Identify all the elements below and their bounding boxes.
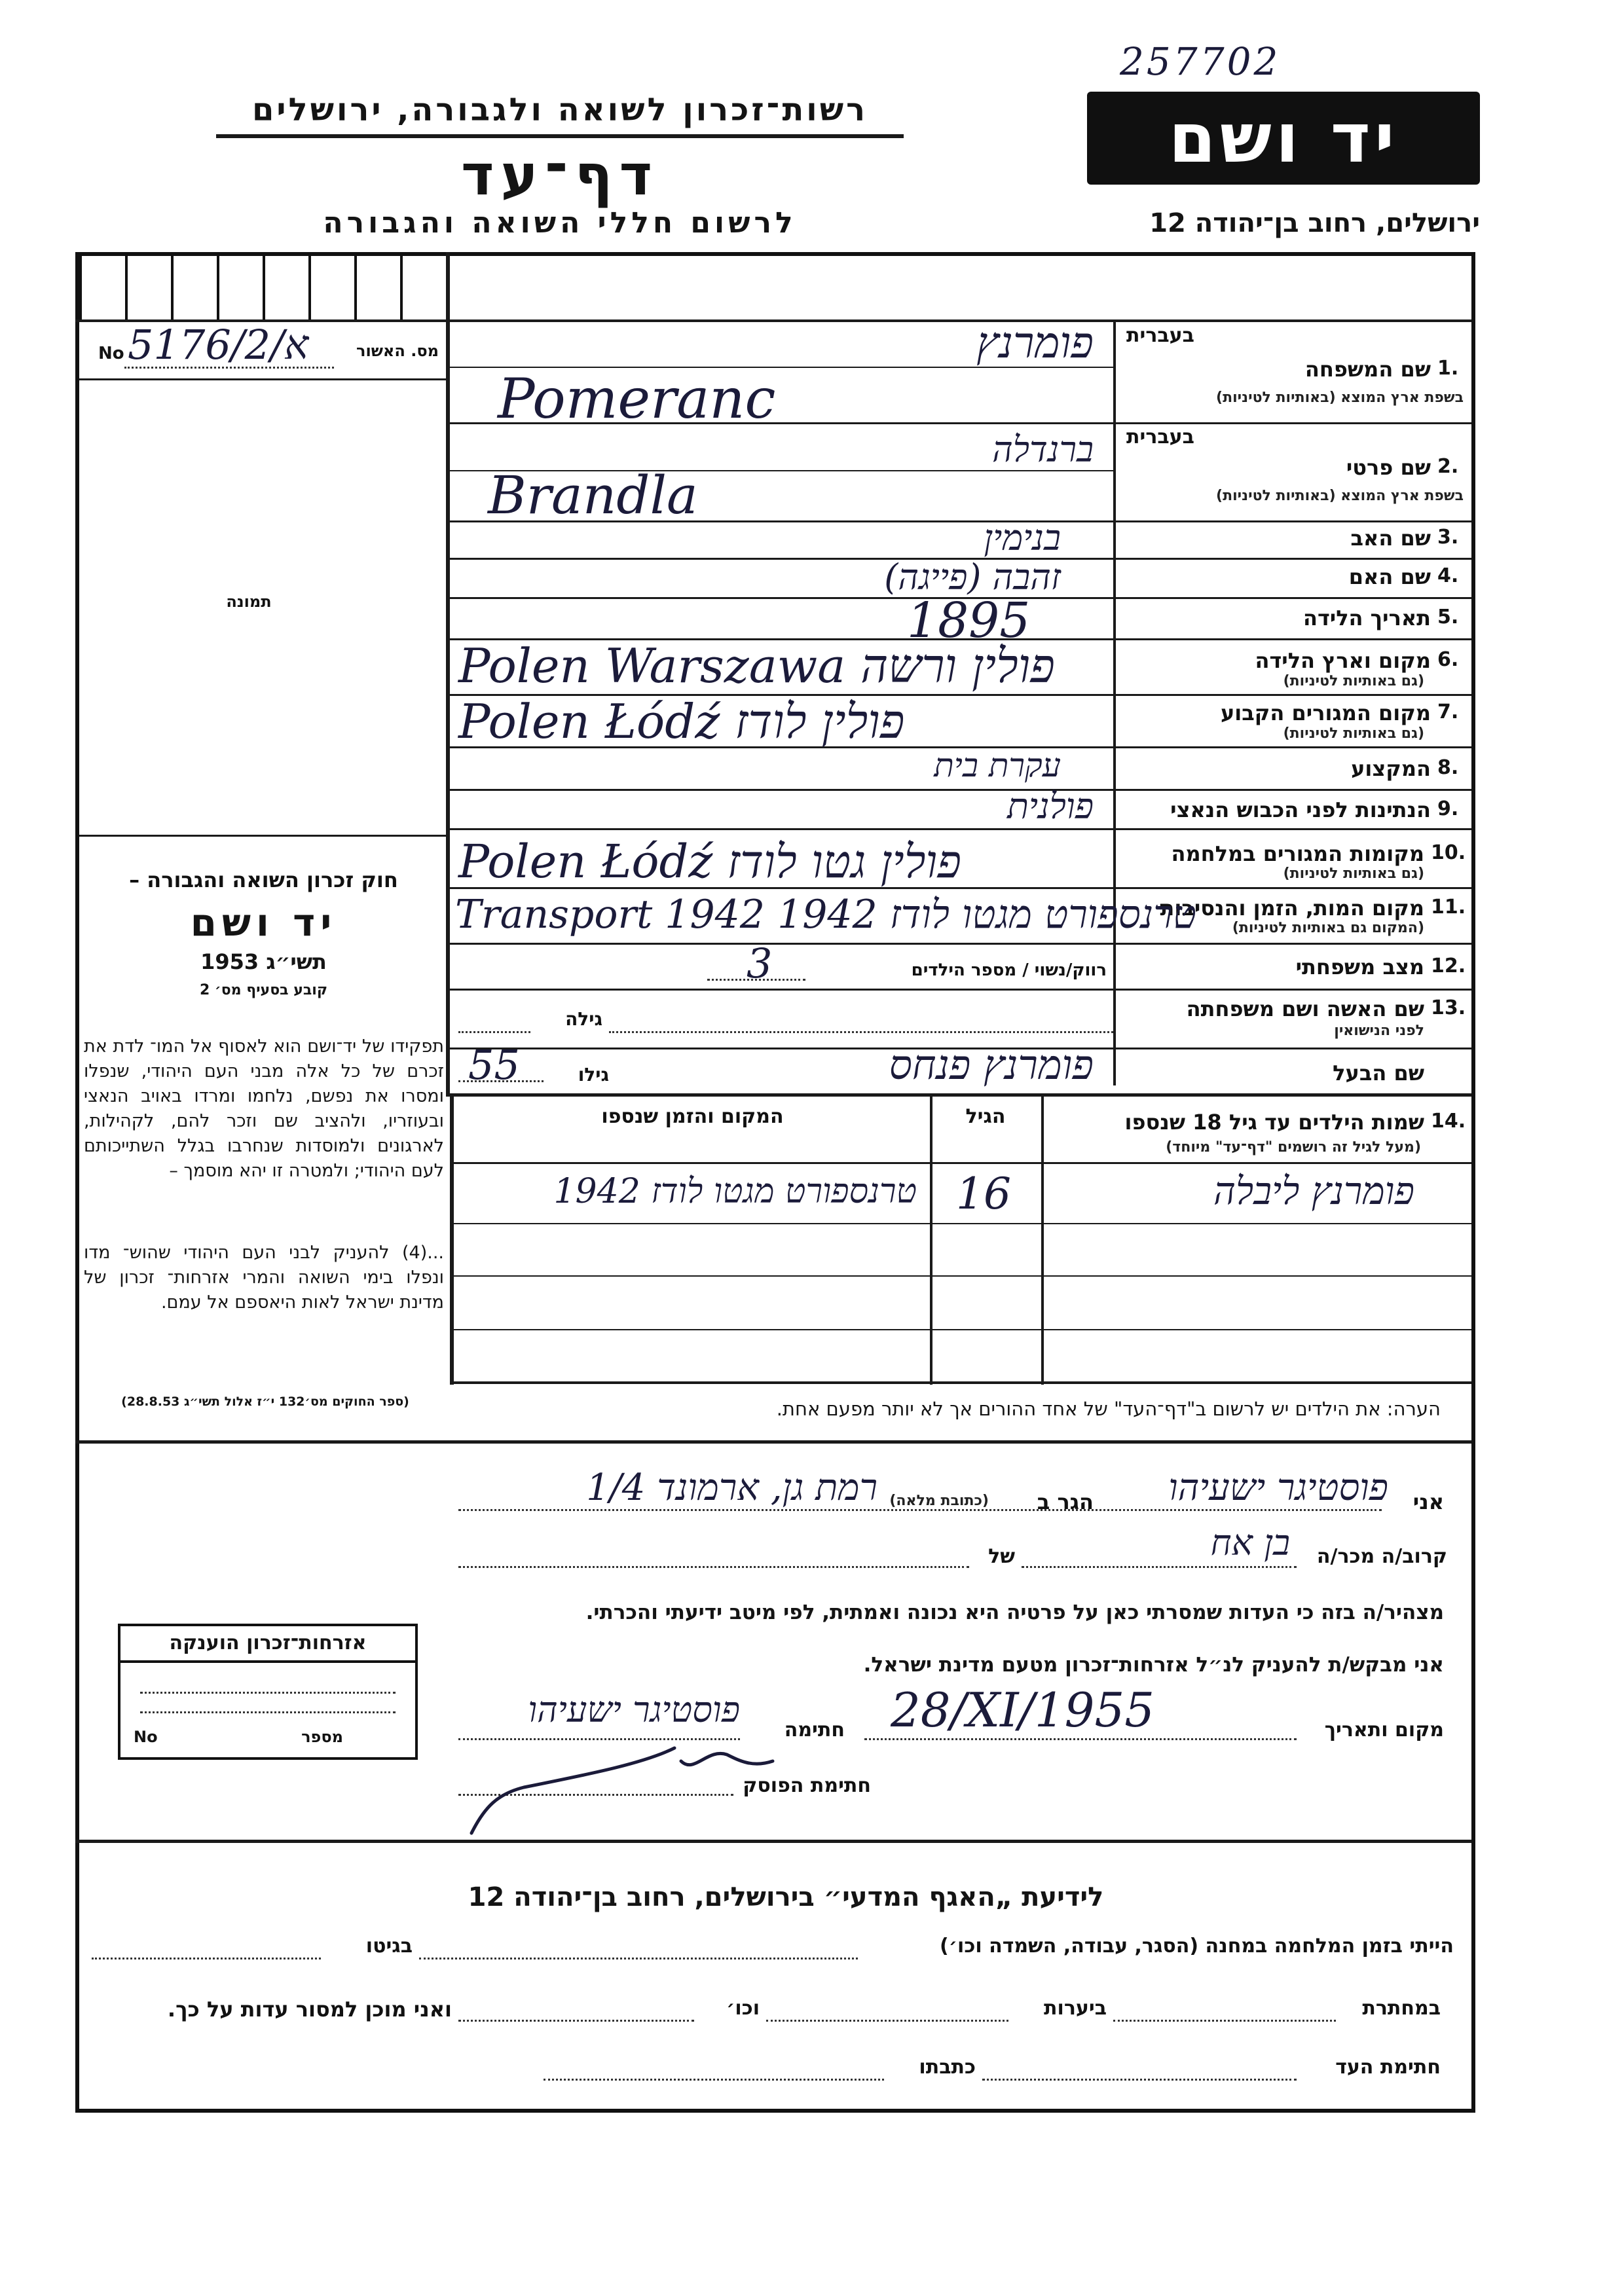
- decl-clerk-label: חתימת הפוסק: [743, 1774, 871, 1797]
- photo-label: תמונה: [226, 592, 272, 611]
- decl-line-2a: [458, 1566, 969, 1568]
- field-7-sub: (גם באותיות לטיניות): [1283, 725, 1424, 742]
- field-9-label: הנתינות לפני הכבוש הנאצי: [1170, 797, 1431, 822]
- footer-rule: [75, 1840, 1471, 1843]
- decl-date-line: [864, 1738, 1297, 1740]
- authority-name: רשות־זכרון לשואה ולגבורה, ירושלים: [251, 92, 868, 128]
- field-13-num: 13.: [1431, 996, 1466, 1019]
- field-4-label: שם האם: [1348, 564, 1431, 589]
- field-8-num: 8.: [1437, 756, 1459, 779]
- wife-age-label: גילה: [565, 1008, 602, 1030]
- logo-text: יד ושם: [1168, 98, 1399, 178]
- field-5-value: 1895: [907, 592, 1031, 649]
- citizenship-no: No: [134, 1728, 158, 1746]
- law-title: חוק זכרון השואה והגבורה –: [129, 867, 398, 892]
- field-6-num: 6.: [1437, 648, 1459, 671]
- field-8-label: המקצוע: [1351, 756, 1431, 781]
- field-10-num: 10.: [1431, 841, 1466, 864]
- field-7-label: מקום המגורים הקבוע: [1220, 701, 1431, 725]
- decl-name: פוסטיגר ישעיהו: [1168, 1467, 1388, 1509]
- form-subtitle: לרשום חללי השואה והגבורה: [323, 206, 797, 240]
- approval-line: [124, 367, 334, 369]
- footer-line2-c: וכו׳: [726, 1997, 760, 2020]
- field-11-num: 11.: [1431, 896, 1466, 919]
- field-13-label: שם האשה ושם משפחתה: [1186, 996, 1424, 1021]
- law-section: קובע בסעיף מס׳ 2: [199, 982, 328, 998]
- footer-title: לידיעת „האגף המדעי״ בירושלים, רחוב בן־יהודה 12: [468, 1882, 1104, 1912]
- husband-age: 55: [468, 1041, 520, 1089]
- husband-rule: [450, 1093, 1471, 1097]
- decl-resident-label: הגר ב: [1037, 1489, 1094, 1514]
- footer-line3-b: כתבתו: [919, 2056, 976, 2079]
- field-2-hebrew-tag: בעברית: [1126, 426, 1194, 448]
- wife-age-line: [458, 1031, 530, 1033]
- citizenship-title: אזרחות־זכרון הוענקה: [120, 1626, 415, 1663]
- field-11-sub: (המקום גם באותיות לטיניות): [1232, 920, 1424, 936]
- law-citation: (ספר החוקים מס׳132 י״ז אלול תשי״ג 28.8.53): [121, 1394, 409, 1409]
- note: הערה: את הילדים יש לרשום ב"דף־העד" של אחד ההורים אך לא יותר מפעם אחת.: [776, 1398, 1441, 1420]
- footer-line2-a: במחתרת: [1362, 1997, 1441, 2020]
- field-5-label: תאריך הלידה: [1302, 606, 1431, 630]
- archive-number: 257702: [1120, 39, 1281, 84]
- footer-line1-dots: [419, 1958, 858, 1959]
- decl-signature-label: חתימה: [784, 1719, 845, 1741]
- law-text-2: ...(4) להעניק לבני העם היהודי שהוש־ מדו ונפלו בימי השואה והמרי אזרחות־ זכרון של מדינת ישראל לאות היאספם אל עמם.: [84, 1243, 444, 1313]
- approval-rule: [79, 378, 446, 380]
- children-col-rule-2: [1041, 1097, 1044, 1385]
- citizenship-number-label: מספר: [301, 1728, 343, 1746]
- field-1-value-he: פומרנץ: [976, 318, 1094, 368]
- field-12-num: 12.: [1431, 955, 1466, 977]
- footer-line3-dots-b: [544, 2079, 884, 2081]
- husband-value: פומרנץ פנחס: [889, 1041, 1094, 1089]
- field-10-label: מקומות המגורים במלחמה: [1171, 841, 1424, 866]
- husband-age-label: גילו: [578, 1064, 609, 1085]
- approval-no-label: No: [98, 344, 124, 363]
- footer-line3-dots-a: [982, 2079, 1297, 2081]
- decl-line-2b: [1022, 1566, 1297, 1568]
- field-2-sub: בשפת ארץ המוצא (באותיות לטיניות): [1216, 488, 1464, 504]
- field-1-num: 1.: [1437, 357, 1459, 380]
- field-4-value: זהבה (פייגה): [884, 556, 1061, 598]
- decl-signature: פוסטיגר ישעיהו: [528, 1689, 740, 1730]
- children-row-rule-1: [450, 1223, 1471, 1224]
- field-12-label: מצב משפחתי: [1295, 955, 1424, 979]
- footer-line2-dots-b: [766, 2020, 1008, 2022]
- law-name: יד ושם: [190, 900, 337, 945]
- citizenship-box: [118, 1624, 418, 1760]
- field-9-num: 9.: [1437, 797, 1459, 820]
- decl-address-hint: (כתובת מלאה): [889, 1493, 989, 1509]
- child-1-age: 16: [956, 1169, 1011, 1219]
- footer-line1-b: בגיטו: [365, 1935, 413, 1958]
- footer-line2-b: ביערות: [1044, 1997, 1107, 2020]
- children-header-rule: [450, 1162, 1471, 1164]
- field-13-sub: לפני הנישואין: [1334, 1023, 1424, 1039]
- footer-line1-a: הייתי בזמן המלחמה במחנה (הסגר, עבודה, השמדה וכו׳): [940, 1935, 1454, 1958]
- children-left-rule: [450, 1097, 454, 1385]
- children-col-age: הגיל: [965, 1105, 1006, 1128]
- children-title: שמות הילדים עד גיל 18 שנספו: [1124, 1110, 1424, 1135]
- field-6-label: מקום וארץ הלידה: [1255, 648, 1431, 673]
- decl-line-1: [458, 1509, 1382, 1511]
- decl-place-date-label: מקום ותאריך: [1324, 1719, 1444, 1741]
- field-1-label: שם המשפחה: [1304, 357, 1431, 382]
- child-1-name: פומרנץ ליבלה: [1213, 1169, 1414, 1213]
- children-sub: (מעל לגיל זה רושמים "דף־עד" מיוחד): [1166, 1139, 1421, 1156]
- footer-line2-d: ואני מוכן למסור עדות על כך.: [167, 1997, 452, 2022]
- f9-rule: [450, 828, 1471, 830]
- field-6-value: Polen Warszawa פולין ורשה: [458, 638, 1056, 693]
- field-12-inline-label: רווק/נשוי / מספר הילדים: [911, 960, 1107, 980]
- note-rule: [75, 1440, 1471, 1444]
- children-row-rule-2: [450, 1275, 1471, 1277]
- field-6-sub: (גם באותיות לטיניות): [1283, 673, 1424, 689]
- field-3-label: שם האב: [1350, 526, 1431, 551]
- f11-rule: [450, 943, 1471, 945]
- field-2-num: 2.: [1437, 455, 1459, 478]
- field-3-value: בנימין: [984, 517, 1061, 558]
- photo-rule: [79, 835, 446, 837]
- citizenship-line-2: [140, 1711, 396, 1713]
- law-year: תשי״ג 1953: [200, 949, 327, 974]
- citizenship-line-1: [140, 1692, 396, 1694]
- decl-address: רמת גן, ארמונד 1/4: [586, 1467, 877, 1509]
- decl-of-label: של: [988, 1545, 1015, 1568]
- field-1-value-latin: Pomeranc: [498, 367, 776, 431]
- field-8-value: עקרת בית: [934, 746, 1061, 784]
- field-7-num: 7.: [1437, 701, 1459, 723]
- field-12-value: 3: [747, 939, 773, 987]
- children-col-rule-1: [930, 1097, 932, 1385]
- f12-rule: [450, 989, 1471, 991]
- child-1-place: טרנספורט מגטו לודז 1942: [553, 1172, 917, 1211]
- left-column-rule: [446, 252, 450, 1097]
- children-row-rule-3: [450, 1329, 1471, 1330]
- field-11-value: Transport 1942 טרנספורט מגטו לודז 1942: [455, 892, 1196, 938]
- approval-label: מס. האשור: [356, 342, 439, 360]
- law-text-1: תפקידו של יד־ושם הוא לאסוף אל המו־ לדת את זכרם של כל אלה מבני העם היהודי, שנפלו ומסרו את נפשם, נלחמו ומרדו באויב הנאצי ובעוזריו, ולהציב שם וזכר להם, לקהילות, לארגונים ולמוסדות שנחרבו בגלל השתייכותם לעם היהודי; ולמטרה זו יהא מוסמך –: [84, 1036, 444, 1181]
- address: ירושלים, רחוב בן־יהודה 12: [1149, 208, 1480, 238]
- field-4-num: 4.: [1437, 564, 1459, 587]
- top-boxes: [79, 256, 446, 319]
- clerk-signature-scribble: [445, 1735, 812, 1846]
- footer-line2-dots-a: [1113, 2020, 1336, 2022]
- footer-line1-end-dots: [92, 1958, 321, 1959]
- field-1-sub: בשפת ארץ המוצא (באותיות לטיניות): [1216, 390, 1464, 406]
- husband-age-line: [458, 1080, 544, 1082]
- children-count-line: [707, 979, 805, 981]
- decl-relation: בן אח: [1210, 1522, 1290, 1563]
- decl-relative-label: קרוב/ה מכר/ה: [1316, 1545, 1447, 1568]
- field-2-value-latin: Brandla: [488, 465, 698, 526]
- field-11-label: מקום המות, הזמן והנסיבות: [1160, 896, 1424, 920]
- field-1-hebrew-tag: בעברית: [1126, 324, 1194, 347]
- field-10-sub: (גם באותיות לטיניות): [1283, 866, 1424, 882]
- field-5-num: 5.: [1437, 606, 1459, 629]
- field-7-value: Polen Łódź פולין לודז: [458, 694, 905, 749]
- children-col-place: המקום והזמן שנספו: [601, 1105, 784, 1128]
- yad-vashem-logo: [1087, 92, 1480, 185]
- field-10-value: Polen Łódź פולין גטו לודז: [458, 835, 962, 888]
- decl-i-label: אני: [1412, 1489, 1444, 1514]
- approval-number: א/5176/2: [128, 321, 309, 369]
- field-2-value-he: ברנדלה: [992, 429, 1094, 470]
- children-bottom-rule: [450, 1381, 1471, 1384]
- field-3-num: 3.: [1437, 526, 1459, 549]
- footer-line3-a: חתימת העד: [1335, 2056, 1441, 2079]
- decl-date: 28/XI/1955: [891, 1683, 1155, 1738]
- label-column-rule: [1113, 319, 1116, 1085]
- decl-request: אני מבקש/ת להעניק לנ״ל אזרחות־זכרון מטעם מדינת ישראל.: [863, 1653, 1444, 1677]
- husband-label: שם הבעל: [1333, 1061, 1424, 1085]
- field-2-label: שם פרטי: [1346, 455, 1431, 480]
- form-title: דף־עד: [460, 143, 659, 208]
- footer-line2-dots-c: [458, 2020, 694, 2022]
- header-rule: [216, 134, 904, 138]
- decl-statement: מצהיר/ה בזה כי העדות שמסרתי כאן על פרטיה היא נכונה ואמתית, לפי מיטב ידיעתי והכרתי.: [585, 1601, 1444, 1624]
- children-num: 14.: [1431, 1110, 1466, 1133]
- field-9-value: פולנית: [1006, 786, 1094, 827]
- wife-name-line: [609, 1031, 1113, 1033]
